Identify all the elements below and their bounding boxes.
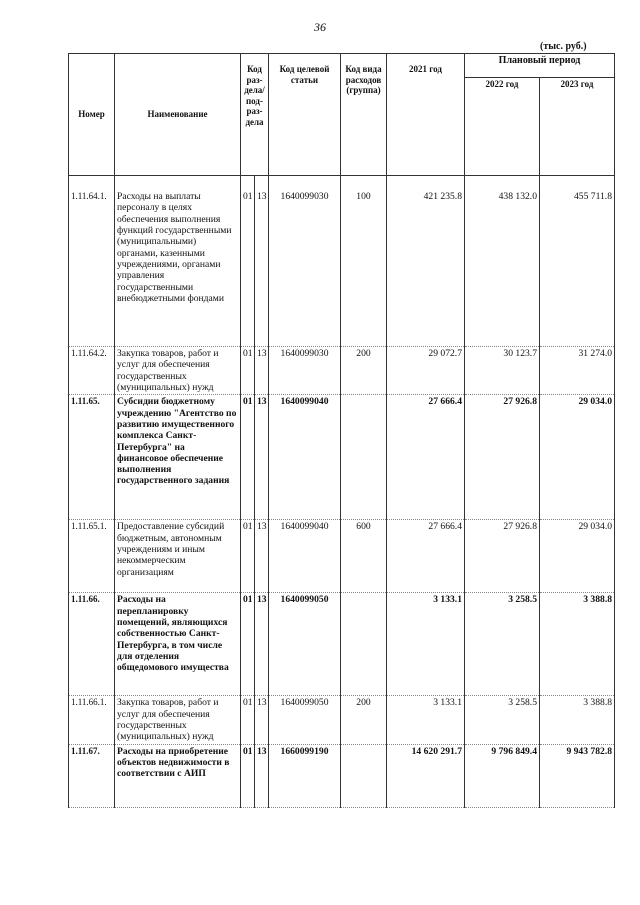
row-number: 1.11.66.1. [69,696,115,744]
units-label: (тыс. руб.) [540,41,587,52]
row-y2021: 421 235.8 [387,190,465,347]
row-y2023: 29 034.0 [540,395,615,520]
row-target: 1660099190 [269,744,341,807]
table-row [69,696,615,744]
row-y2023: 3 388.8 [540,696,615,744]
row-number: 1.11.65. [69,395,115,520]
row-expense: 100 [341,190,387,347]
row-section: 01 [241,520,255,593]
row-y2023: 455 711.8 [540,190,615,347]
row-y2022: 3 258.5 [465,696,540,744]
row-subsection: 13 [255,190,269,347]
header-year-2022: 2022 год [465,78,540,176]
header-name: Наименование [115,54,241,176]
row-name: Расходы на перепланировку помещений, являющихся собственностью Санкт-Петербурга, в том числе для отделения общедомового имущества [115,593,241,696]
row-target: 1640099050 [269,696,341,744]
row-number: 1.11.65.1. [69,520,115,593]
row-target: 1640099040 [269,520,341,593]
row-y2023: 9 943 782.8 [540,744,615,807]
row-expense: 200 [341,696,387,744]
row-y2021: 29 072.7 [387,347,465,395]
row-name: Расходы на выплаты персоналу в целях обеспечения выполнения функций государственными (муниципальными) органами, казенными учреждениями, органами управления государственными внебюджетными фондами [115,190,241,347]
row-y2022: 9 796 849.4 [465,744,540,807]
row-y2021: 27 666.4 [387,520,465,593]
header-year-2023: 2023 год [540,78,615,176]
row-section: 01 [241,395,255,520]
row-number: 1.11.64.2. [69,347,115,395]
row-target: 1640099050 [269,593,341,696]
table-row [69,347,615,395]
row-y2021: 14 620 291.7 [387,744,465,807]
table-row [69,593,615,696]
budget-table [68,53,615,808]
header-planning-period: Плановый период [465,54,615,78]
row-expense [341,395,387,520]
row-target: 1640099030 [269,347,341,395]
row-number: 1.11.67. [69,744,115,807]
table-row [69,190,615,347]
row-name: Субсидии бюджетному учреждению "Агентство по развитию имущественного комплекса Санкт-Петербурга" на финансовое обеспечение выполнения государственного задания [115,395,241,520]
row-y2023: 29 034.0 [540,520,615,593]
row-y2023: 31 274.0 [540,347,615,395]
row-number: 1.11.64.1. [69,190,115,347]
table-row [69,520,615,593]
row-expense: 200 [341,347,387,395]
table-row [69,744,615,807]
row-section: 01 [241,696,255,744]
header-section-code: Код раз-дела/ под-раз-дела [241,54,269,176]
header-expense-code: Код вида расходов (группа) [341,54,387,176]
table-row [69,395,615,520]
row-target: 1640099040 [269,395,341,520]
header-year-2021: 2021 год [387,54,465,176]
row-y2023: 3 388.8 [540,593,615,696]
row-section: 01 [241,744,255,807]
row-y2021: 3 133.1 [387,696,465,744]
row-subsection: 13 [255,744,269,807]
row-y2022: 438 132.0 [465,190,540,347]
row-name: Расходы на приобретение объектов недвижимости в соответствии с АИП [115,744,241,807]
page-number: 36 [314,20,326,34]
row-subsection: 13 [255,696,269,744]
row-target: 1640099030 [269,190,341,347]
row-y2022: 27 926.8 [465,520,540,593]
row-subsection: 13 [255,347,269,395]
row-y2021: 3 133.1 [387,593,465,696]
row-name: Предоставление субсидий бюджетным, автономным учреждениям и иным некоммерческим организациям [115,520,241,593]
row-expense [341,593,387,696]
row-section: 01 [241,190,255,347]
row-y2022: 27 926.8 [465,395,540,520]
row-expense [341,744,387,807]
row-name: Закупка товаров, работ и услуг для обеспечения государственных (муниципальных) нужд [115,347,241,395]
row-subsection: 13 [255,395,269,520]
row-y2022: 3 258.5 [465,593,540,696]
row-expense: 600 [341,520,387,593]
header-number: Номер [69,54,115,176]
row-name: Закупка товаров, работ и услуг для обеспечения государственных (муниципальных) нужд [115,696,241,744]
header-target-code: Код целевой статьи [269,54,341,176]
row-y2022: 30 123.7 [465,347,540,395]
row-section: 01 [241,347,255,395]
row-subsection: 13 [255,520,269,593]
row-y2021: 27 666.4 [387,395,465,520]
row-section: 01 [241,593,255,696]
row-number: 1.11.66. [69,593,115,696]
row-subsection: 13 [255,593,269,696]
